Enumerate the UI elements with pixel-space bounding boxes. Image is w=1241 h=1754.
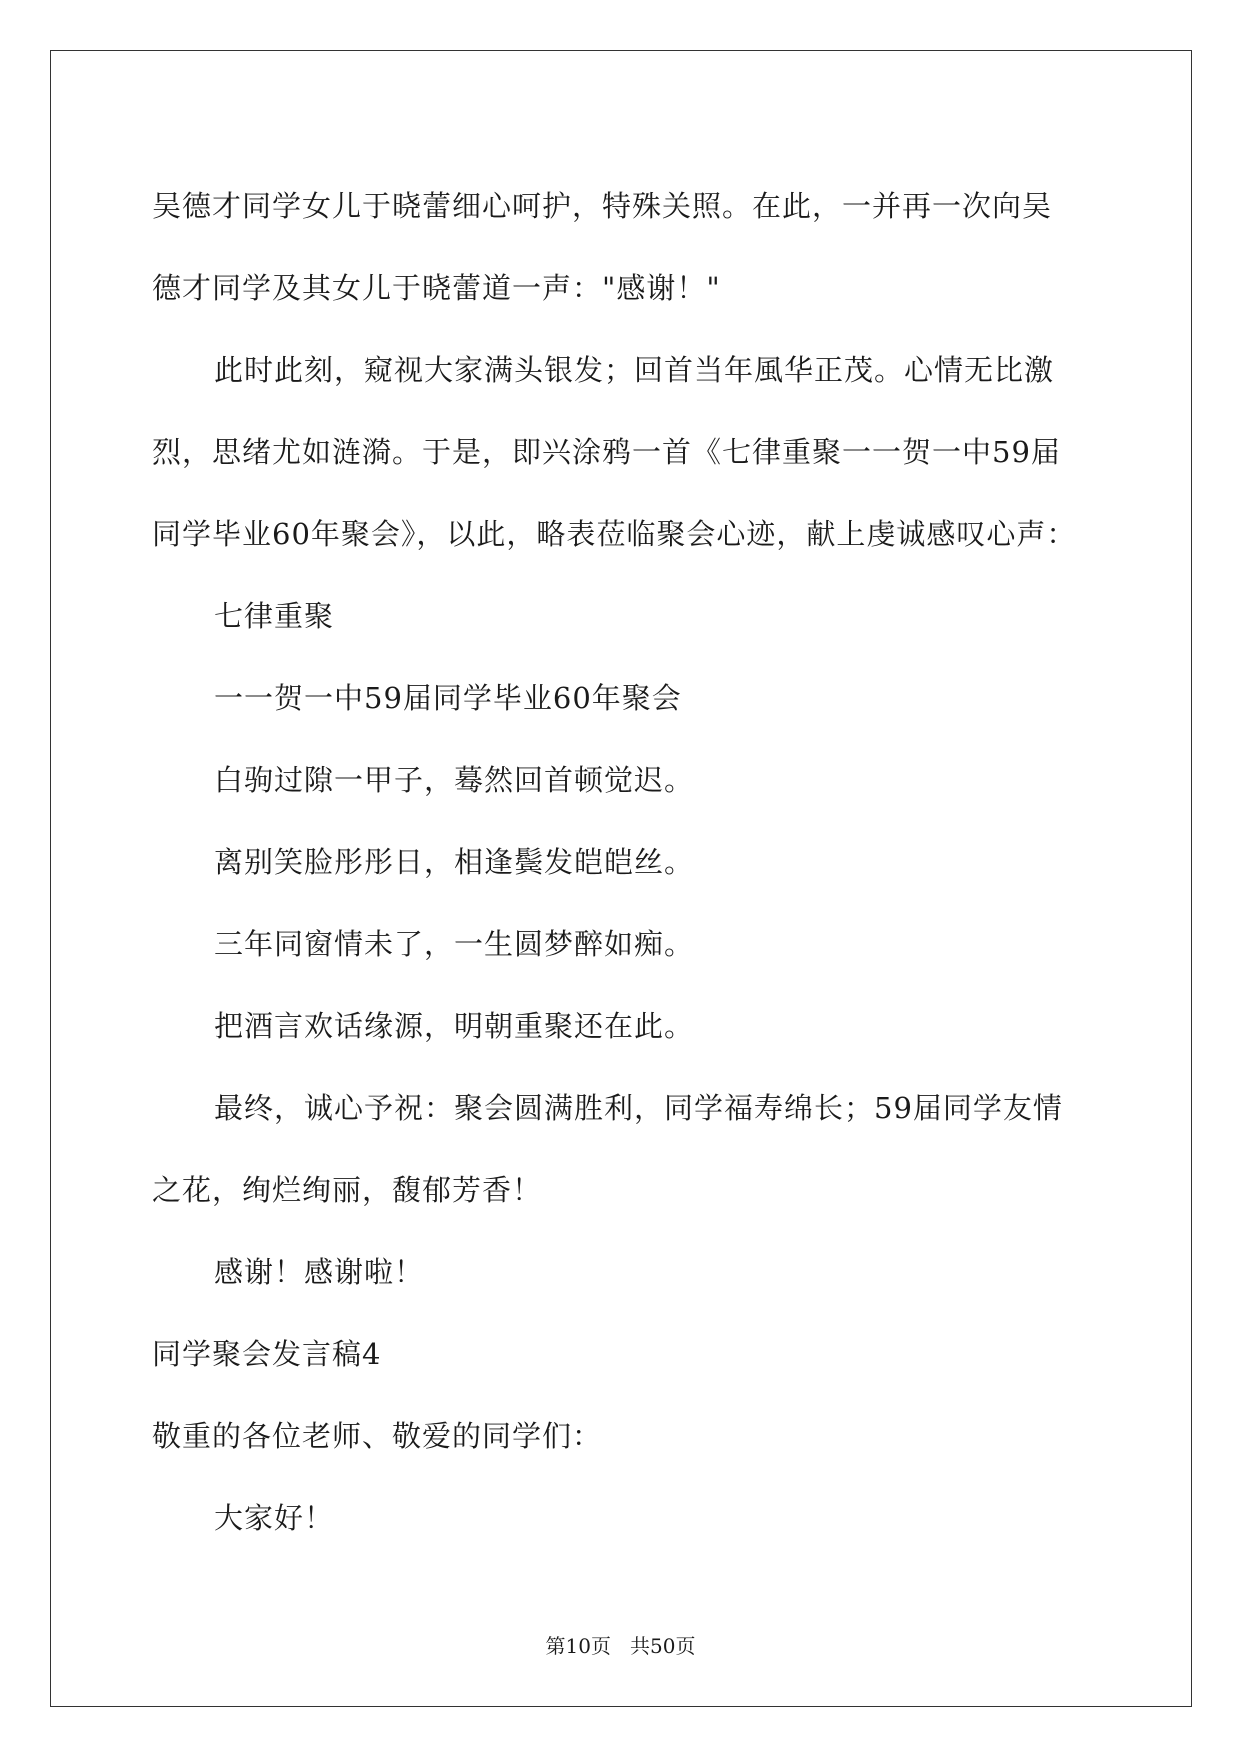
poem-subtitle: 一一贺一中59届同学毕业60年聚会 [214, 681, 682, 715]
text-line: 此时此刻，窥视大家满头银发；回首当年風华正茂。心情无比激 [214, 353, 1055, 387]
text-line: 最终，诚心予祝：聚会圆满胜利，同学福寿绵长；59届同学友情 [214, 1091, 1063, 1125]
document-body [152, 165, 1092, 1559]
poem-line: 把酒言欢话缘源，明朝重聚还在此。 [214, 1009, 695, 1043]
text-line: 烈，思绪尤如涟漪。于是，即兴涂鸦一首《七律重聚一一贺一中59届 [152, 435, 1061, 469]
page-footer [0, 1632, 1241, 1660]
poem-line: 离别笑脸彤彤日，相逢鬓发皑皑丝。 [214, 845, 695, 879]
poem-title: 七律重聚 [214, 599, 335, 633]
text-line: 同学毕业60年聚会》，以此，略表莅临聚会心迹，献上虔诚感叹心声： [152, 517, 1077, 551]
salutation: 敬重的各位老师、敬爱的同学们： [152, 1419, 603, 1453]
text-line: 德才同学及其女儿于晓蕾道一声："感谢！" [152, 271, 721, 305]
text-line: 之花，绚烂绚丽，馥郁芳香！ [152, 1173, 543, 1207]
section-heading: 同学聚会发言稿4 [152, 1337, 382, 1371]
greeting: 大家好！ [214, 1501, 335, 1535]
poem-line: 三年同窗情未了，一生圆梦醉如痴。 [214, 927, 695, 961]
page-number: 第10页 [545, 1634, 611, 1658]
text-line: 感谢！感谢啦！ [214, 1255, 425, 1289]
page-total: 共50页 [630, 1634, 696, 1658]
poem-line: 白驹过隙一甲子，蓦然回首顿觉迟。 [214, 763, 695, 797]
text-line: 吴德才同学女儿于晓蕾细心呵护，特殊关照。在此，一并再一次向吴 [152, 189, 1053, 223]
